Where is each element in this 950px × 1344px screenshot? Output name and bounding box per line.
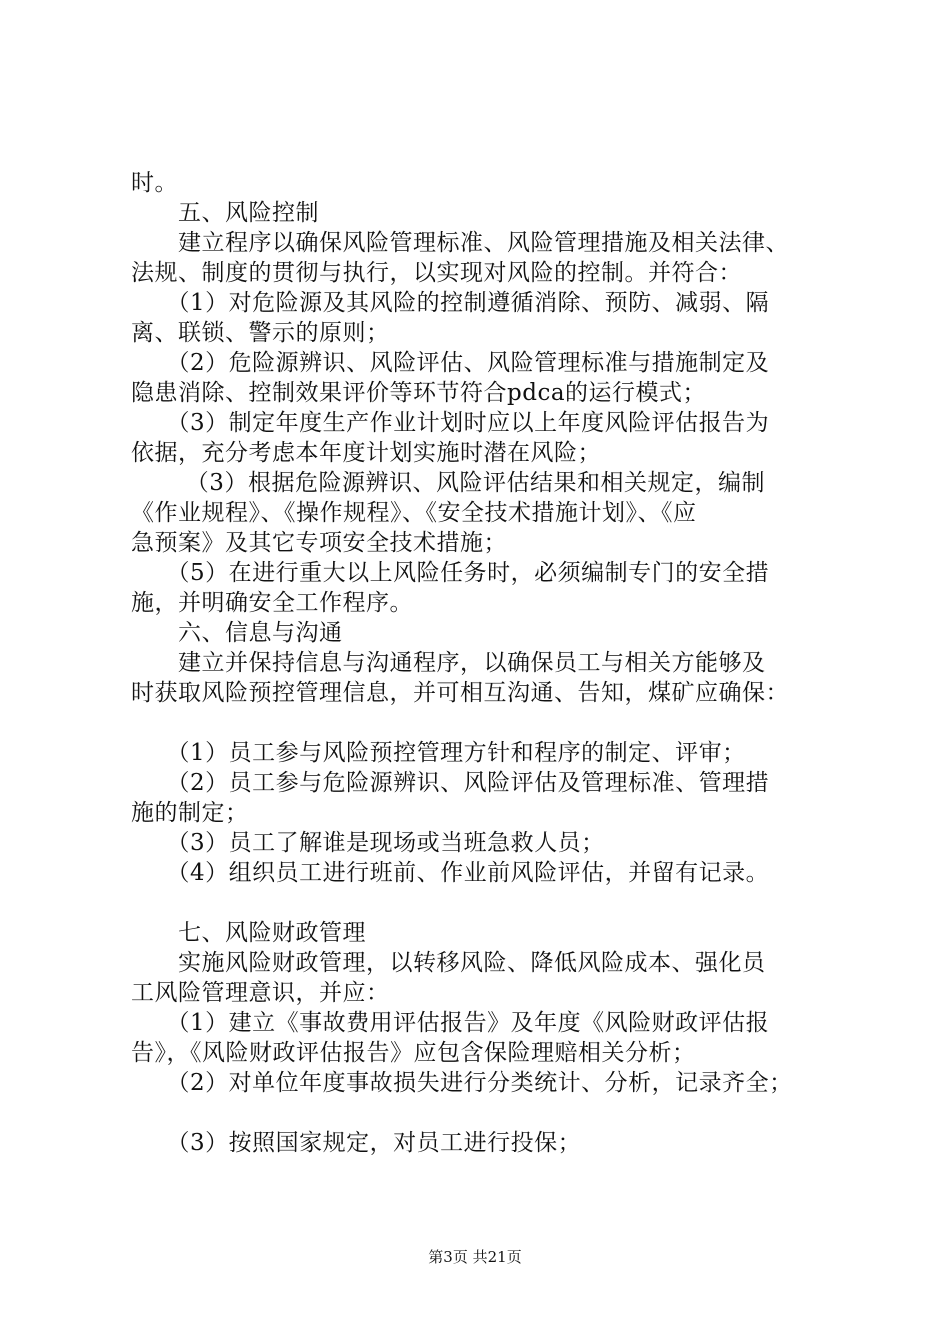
text-line: 时获取风险预控管理信息，并可相互沟通、告知，煤矿应确保：: [131, 680, 789, 706]
section-heading: 五、风险控制: [131, 200, 319, 226]
text-line: （4）组织员工进行班前、作业前风险评估，并留有记录。: [131, 860, 770, 886]
text-line: （5）在进行重大以上风险任务时，必须编制专门的安全措: [131, 560, 770, 586]
text-line: （3）员工了解谁是现场或当班急救人员；: [131, 830, 605, 856]
text-line: （2）员工参与危险源辨识、风险评估及管理标准、管理措: [131, 770, 770, 796]
page-number-footer: 第3页 共21页: [428, 1248, 522, 1266]
section-heading: 七、风险财政管理: [131, 920, 366, 946]
blank-line: [131, 708, 831, 738]
text-line: 离、联锁、警示的原则；: [131, 320, 390, 346]
text-line: （2）危险源辨识、风险评估、风险管理标准与措施制定及: [131, 350, 770, 376]
text-line: （2）对单位年度事故损失进行分类统计、分析，记录齐全；: [131, 1070, 793, 1096]
text-line: 实施风险财政管理，以转移风险、降低风险成本、强化员: [131, 950, 766, 976]
text-line: 依据，充分考虑本年度计划实施时潜在风险；: [131, 440, 601, 466]
text-line: 建立并保持信息与沟通程序，以确保员工与相关方能够及: [131, 650, 766, 676]
blank-line: [131, 1098, 831, 1128]
text-line: 时。: [131, 170, 178, 196]
text-line: 工风险管理意识，并应：: [131, 980, 390, 1006]
text-line: （3）根据危险源辨识、风险评估结果和相关规定，编制: [131, 470, 765, 496]
text-line: 急预案》及其它专项安全技术措施；: [131, 530, 507, 556]
text-line: 施，并明确安全工作程序。: [131, 590, 413, 616]
text-line: （3）制定年度生产作业计划时应以上年度风险评估报告为: [131, 410, 770, 436]
blank-line: [131, 888, 831, 918]
text-line: 施的制定；: [131, 800, 249, 826]
text-line: 隐患消除、控制效果评价等环节符合pdca的运行模式；: [131, 380, 707, 406]
text-line: 《作业规程》、《操作规程》、《安全技术措施计划》、《应: [131, 500, 697, 526]
text-line: （1）建立《事故费用评估报告》及年度《风险财政评估报: [131, 1010, 770, 1036]
section-heading: 六、信息与沟通: [131, 620, 343, 646]
text-line: 建立程序以确保风险管理标准、风险管理措施及相关法律、: [131, 230, 789, 256]
text-line: （3）按照国家规定，对员工进行投保；: [131, 1130, 582, 1156]
text-line: （1）对危险源及其风险的控制遵循消除、预防、减弱、隔: [131, 290, 770, 316]
text-line: （1）员工参与风险预控管理方针和程序的制定、评审；: [131, 740, 746, 766]
text-line: 法规、制度的贯彻与执行，以实现对风险的控制。并符合：: [131, 260, 742, 286]
text-line: 告》，《风险财政评估报告》应包含保险理赔相关分析；: [131, 1040, 696, 1066]
document-body: [131, 168, 831, 1158]
